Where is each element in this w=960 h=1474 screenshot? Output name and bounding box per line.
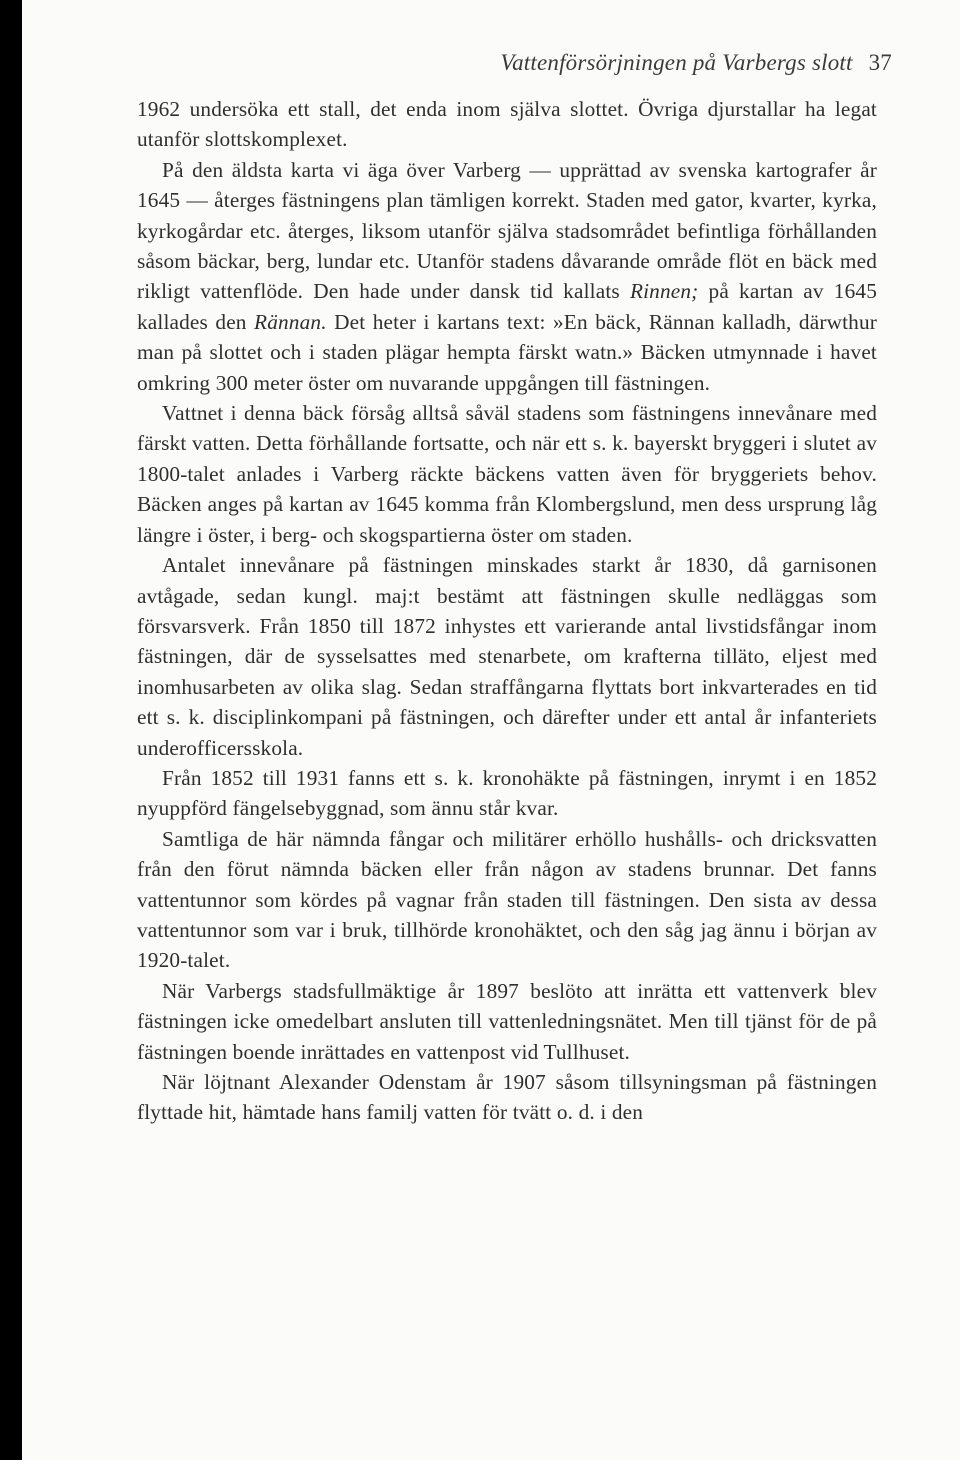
paragraph-text: När löjtnant Alexander Odenstam år 1907 såsom tillsyningsman på fästningen flyttade hit, hämtade hans familj vatten för tvätt o. d. i den	[137, 1070, 877, 1125]
paragraph-text: Vattnet i denna bäck försåg alltså såväl stadens som fästningens innevånare med färskt vatten. Detta förhållande fortsatte, och när ett s. k. bayerskt bryggeri i slutet av 1800-talet anlades i Varberg räckte bäckens vatten även för bryggeriets behov. Bäcken anges på kartan av 1645 komma från Klombergslund, men dess ursprung låg längre i öster, i berg- och skogspartierna öster om staden.	[137, 401, 877, 547]
paragraph	[137, 550, 877, 763]
paragraph-text: Samtliga de här nämnda fångar och militärer erhöllo hushålls- och dricksvatten från den förut nämnda bäcken eller från någon av stadens brunnar. Det fanns vattentunnor som kördes på vagnar från staden till fästningen. Den sista av dessa vattentunnor som var i bruk, tillhörde kronohäktet, och den såg jag ännu i början av 1920-talet.	[137, 826, 877, 973]
book-page	[22, 0, 960, 1460]
italic-term-rannan: Rännan.	[254, 309, 327, 334]
paragraph	[137, 94, 877, 155]
paragraph-text: På den äldsta karta vi äga över Varberg — upprättad av svenska kartografer år 1645 — återges fästningens plan tämligen korrekt. Staden med gator, kvarter, kyrka, kyrkogårdar etc. återges, liksom utanför själva stadsområdet befintliga förhållanden såsom bäckar, berg, lundar etc. Utanför stadens dåvarande område flöt en bäck med rikligt vattenflöde. Den hade under dansk tid kallats	[137, 157, 877, 304]
body-text	[137, 94, 877, 1128]
scan-bottom-edge	[0, 1460, 960, 1474]
paragraph-text: Från 1852 till 1931 fanns ett s. k. kronohäkte på fästningen, inrymt i en 1852 nyuppförd fängelsebyggnad, som ännu står kvar.	[137, 765, 877, 821]
page-number: 37	[868, 50, 892, 75]
running-head	[500, 50, 892, 76]
paragraph	[137, 1067, 877, 1128]
paragraph-text: 1962 undersöka ett stall, det enda inom själva slottet. Övriga djurstallar ha legat utanför slottskomplexet.	[137, 97, 877, 152]
paragraph	[137, 976, 877, 1067]
paragraph	[137, 763, 877, 824]
italic-term-rinnen: Rinnen;	[629, 279, 699, 304]
paragraph-text: på kartan av 1645 kallades den	[137, 279, 877, 334]
paragraph-text: Antalet innevånare på fästningen minskades starkt år 1830, då garnisonen avtågade, sedan kungl. maj:t bestämt att fästningen skulle nedläggas som försvarsverk. Från 1850 till 1872 inhystes ett varierande antal livstidsfångar inom fästningen, där de sysselsattes med stenarbete, om krafterna tilläto, eljest med inomhusarbeten av olika slag. Sedan straffångarna flyttats bort inkvarterades en tid ett s. k. disciplinkompani på fästningen, och därefter under ett antal år infanteriets underofficersskola.	[137, 553, 877, 760]
paragraph-text: När Varbergs stadsfullmäktige år 1897 beslöto att inrätta ett vattenverk blev fästningen icke omedelbart ansluten till vattenledningsnätet. Men till tjänst för de på fästningen boende inrättades en vattenpost vid Tullhuset.	[137, 978, 877, 1064]
running-title: Vattenförsörjningen på Varbergs slott	[500, 50, 853, 75]
paragraph-text: Det heter i kartans text: »En bäck, Rännan kalladh, därwthur man på slottet och i staden plägar hempta färskt watn.» Bäcken utmynnade i havet omkring 300 meter öster om nuvarande uppgången till fästningen.	[137, 309, 878, 395]
paragraph	[137, 398, 877, 550]
paragraph	[137, 155, 877, 398]
paragraph	[137, 824, 877, 976]
